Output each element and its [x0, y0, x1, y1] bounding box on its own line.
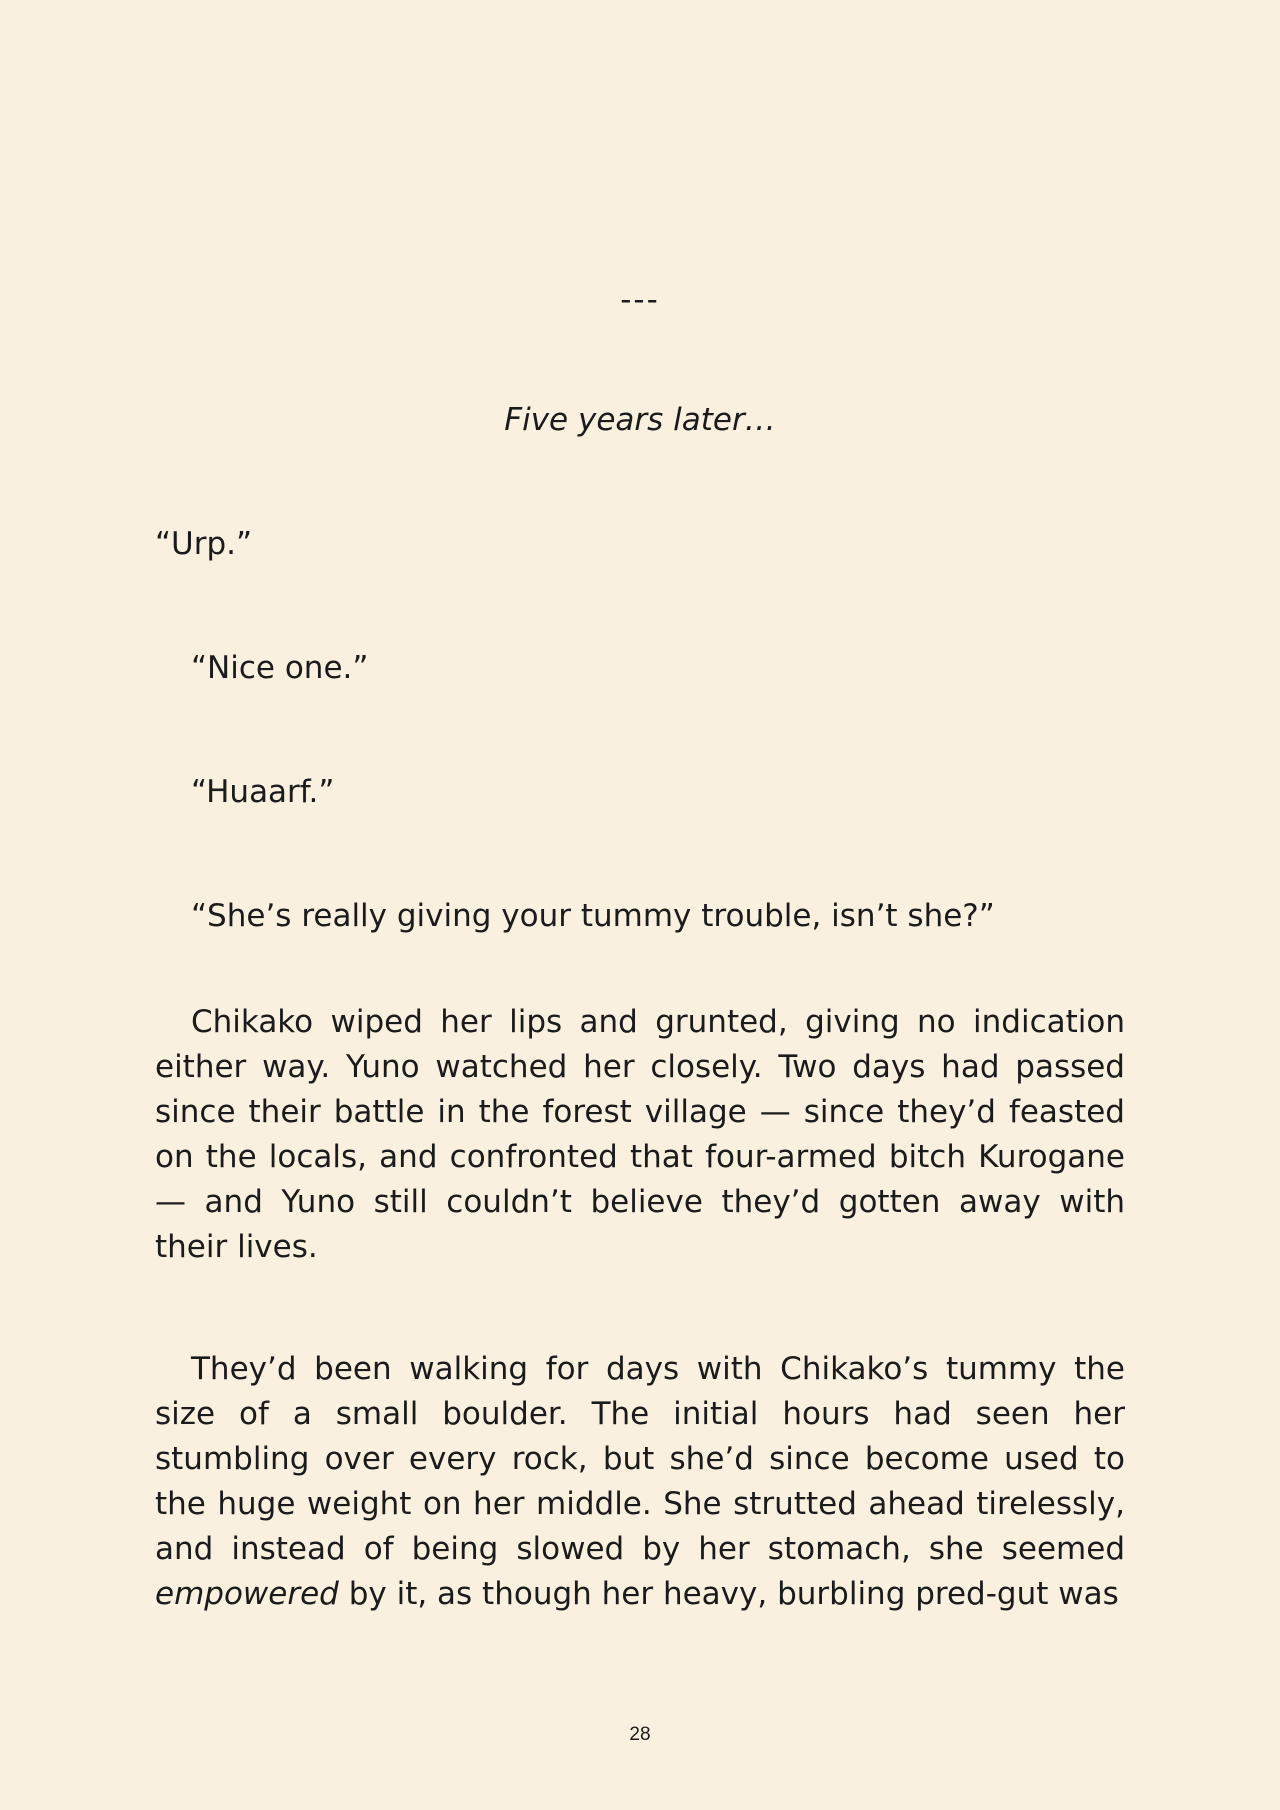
dialogue-line: “Nice one.” — [191, 650, 369, 686]
scene-separator: --- — [620, 282, 660, 318]
scene-subtitle: Five years later… — [504, 402, 776, 438]
emphasized-word: empowered — [155, 1576, 339, 1612]
page-number: 28 — [629, 1724, 651, 1745]
paragraph-text: They’d been walking for days with Chikako’s tummy the size of a small boulder. The initial hours had seen her stumbling over every rock, but she’d since become used to the huge weight on her middle. She strutted ahead tirelessly, and instead of being slowed by her stomach, she seemed — [155, 1351, 1125, 1567]
dialogue-line: “Huaarf.” — [191, 774, 335, 810]
dialogue-line: “She’s really giving your tummy trouble, isn’t she?” — [191, 898, 995, 934]
paragraph: Chikako wiped her lips and grunted, giving no indication either way. Yuno watched her closely. Two days had passed since their battle in the forest village — since they’d feasted on the locals, and confronted that four-armed bitch Kurogane — and Yuno still couldn’t believe they’d gotten away with their lives. — [155, 1004, 1125, 1265]
dialogue-line: “Urp.” — [155, 526, 253, 562]
paragraph — [155, 1347, 1125, 1617]
paragraph-text: by it, as though her heavy, burbling pred-gut was — [338, 1576, 1119, 1612]
